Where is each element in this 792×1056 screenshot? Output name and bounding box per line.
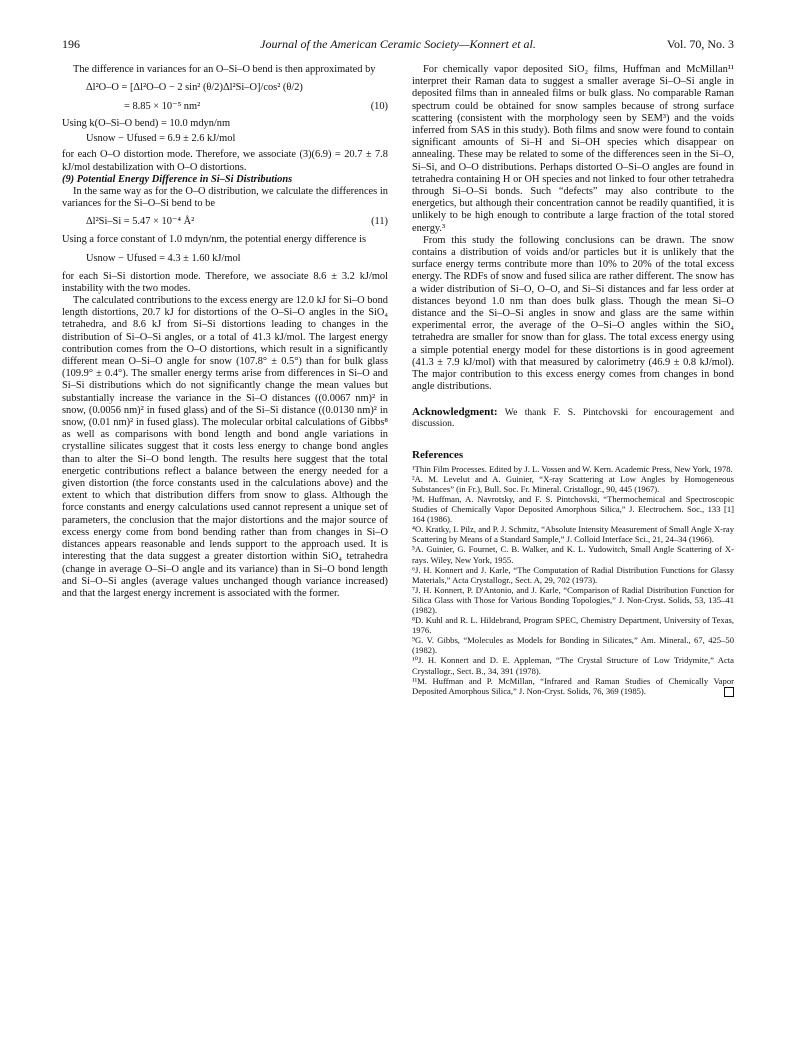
equation-number: (10) — [370, 101, 388, 113]
acknowledgment-heading: Acknowledgment: — [412, 406, 498, 419]
acknowledgment-text: We thank F. S. Pintchovski for encouragement and discussion. — [412, 407, 734, 430]
paragraph: For chemically vapor deposited SiO₂ films, Huffman and McMillan¹¹ interpret their Raman data to suggest a smaller average Si–O–Si angle in deposited films than in annealed films or bulk glass. No comparable Raman spectrum could be obtained for snow samples because of strong surface scattering (consistent with the morphology seen by SEM³) and the voids inferred from SAS in this study). Both films and snow were found to contain significant amounts of Si–H and Si–OH species which disappear on annealing. These may be related to some of the differences seen in the Si–O, Si–Si, and O–O distributions. Perhaps distorted O–Si–O angles are found in tetrahedra containing H or OH species and not linked to four other tetrahedra through Si–O–Si bonds. Such “defects” may also contribute to the energetics, but although their concentration cannot be readily quantified, it is unlikely to be high enough to contribute a large fraction of the total stored energy.³ — [412, 64, 734, 234]
paragraph: for each O–O distortion mode. Therefore, we associate (3)(6.9) = 20.7 ± 7.8 kJ/mol destabilization with O–O distortions. — [62, 149, 388, 173]
reference-item: ¹⁰J. H. Konnert and D. E. Appleman, “The Crystal Structure of Low Tridymite,” Acta Crystallogr., Sect. B., 34, 391 (1978). — [412, 655, 734, 676]
references-heading: References — [412, 449, 464, 462]
journal-title: Journal of the American Ceramic Society—Konnert et al. — [260, 37, 536, 51]
section-heading: (9) Potential Energy Difference in Si–Si Distributions — [62, 173, 293, 185]
right-column — [412, 64, 734, 697]
paragraph: The calculated contributions to the excess energy are 12.0 kJ for Si–O bond length distortions, 20.7 kJ for distortions of the O–Si–O angles in the SiO₄ tetrahedra, and 8.6 kJ from Si–Si distortions leading to changes in the distribution of Si–O–Si angles, or a total of 41.3 kJ/mol. The largest energy contribution comes from the O–O distortions, which result in a significantly different mean O–Si–O angle for snow (107.8° ± 0.5°) than for bulk glass (109.9° ± 0.4°). The smaller energy terms arise from differences in Si–O and Si–Si distributions which do not significantly change the mean values but substantially increase the variance in the Si–O distances ((0.0067 nm)² in snow, (0.0056 nm)² in fused glass) and of the Si–Si distance ((0.0130 nm)² in snow, (0.01 nm)² in fused glass). The molecular orbital calculations of Gibbs⁸ as well as comparisons with bond length and bond angle variations in crystalline silicates suggest that it costs less energy to change bond angles than to alter the Si–O bond length. The results here suggest that the total energetic contributions reflect a balance between the energy needed for a given distortion (the force constants used in the calculations above) and the extent to which that distribution differs from snow to glass. Although the force constants and energy calculations used cannot represent a unique set of parameters, the conclusion that the major distortions and the major source of excess energy come from bond bending rather than from changes in Si–O distances appears reasonable and lends support to the approach used. It is interesting that the data suggest a greater distortion within SiO₄ tetrahedra (change in average O–Si–O angle and its variance) than in Si–O bond length and Si–O–Si angles (average values unchanged though variance increased) and that the largest energy increment is associated with the former. — [62, 295, 388, 599]
reference-item: ⁶J. H. Konnert and J. Karle, “The Computation of Radial Distribution Functions for Glassy Materials,” Acta Crystallogr., Sect. A, 29, 702 (1973). — [412, 564, 734, 585]
reference-item: ¹¹M. Huffman and P. McMillan, “Infrared and Raman Studies of Chemically Vapor Deposited Amorphous Silica,” J. Non-Cryst. Solids, 76, 369 (1985). — [412, 675, 734, 696]
reference-item: ²A. M. Levelut and A. Guinier, “X-ray Scattering at Low Angles by Homogeneous Substances” (in Fr.), Bull. Soc. Fr. Mineral. Cristallogr., 90, 445 (1967). — [412, 473, 734, 494]
reference-item: ⁴O. Kratky, I. Pilz, and P. J. Schmitz, “Absolute Intensity Measurement of Small Angle X-ray Scattering by Means of a Standard Sample,” J. Colloid Interface Sci., 21, 24–34 (1966). — [412, 524, 734, 545]
paragraph: In the same way as for the O–O distribution, we calculate the differences in variances for the Si–O–Si bend to be — [62, 186, 388, 210]
paragraph: Using a force constant of 1.0 mdyn/nm, the potential energy difference is — [62, 234, 367, 246]
reference-item: ⁹G. V. Gibbs, “Molecules as Models for Bonding in Silicates,” Am. Mineral., 67, 425–50 (1982). — [412, 635, 734, 656]
paragraph: Using k(O–Si–O bend) = 10.0 mdyn/nm — [62, 118, 231, 130]
reference-item: ⁷J. H. Konnert, P. D'Antonio, and J. Karle, “Comparison of Radial Distribution Function for Silica Glass with Those for Various Bonding Topologies,” J. Non-Cryst. Solids, 53, 135–41 (1982). — [412, 584, 734, 615]
end-of-article-icon — [724, 687, 734, 697]
running-header — [62, 37, 734, 53]
equation-11: Δl²Si–Si = 5.47 × 10⁻⁴ Å² (11) — [62, 213, 388, 232]
paragraph: From this study the following conclusions can be drawn. The snow contains a distribution of voids and/or particles but it is unlikely that the surface energy terms contribute more than 10% to 20% of the total excess energy. The RDFs of snow and fused silica are rather different. The snow has a wider distribution of Si–O, O–O, and Si–Si distances and far less order at distances beyond 1.0 nm than does bulk glass. Though the mean Si–O distance and the Si–O–Si angles in snow and glass are the same within experimental error, the average of the O–Si–O angles within the SiO₄ tetrahedra are smaller for snow than for glass. The total excess energy using a simple potential energy model for these distortions is in good agreement (41.3 ± 7.9 kJ/mol) with that measured by calorimetry (46.9 ± 0.8 kJ/mol). The major contribution to this excess energy comes from changes in bond angle distributions. — [412, 234, 734, 393]
page-number: 196 — [62, 37, 80, 51]
paragraph: The difference in variances for an O–Si–O bend is then approximated by — [73, 64, 376, 75]
equation-number: (11) — [371, 216, 388, 228]
references-list — [412, 464, 734, 696]
equation-10-line-1: Δl²O–O = [Δl²O–O − 2 sin² (θ/2)Δl²Si–O]/cos² (θ/2) — [86, 82, 303, 94]
equation-energy-sisi: Usnow − Ufused = 4.3 ± 1.60 kJ/mol — [86, 252, 241, 264]
equation-10-line-2: = 8.85 × 10⁻⁵ nm² (10) — [62, 98, 388, 117]
paragraph: for each Si–Si distortion mode. Therefore, we associate 8.6 ± 3.2 kJ/mol instability with the two modes. — [62, 270, 388, 294]
reference-item: ³M. Huffman, A. Navrotsky, and F. S. Pintchovski, “Thermochemical and Spectroscopic Studies of Chemically Vapor Deposited Amorphous Silica,” J. Electrochem. Soc., 133 [1] 164 (1986). — [412, 493, 734, 525]
equation-energy-oo: Usnow − Ufused = 6.9 ± 2.6 kJ/mol — [86, 133, 236, 145]
reference-item: ⁸D. Kuhl and R. L. Hildebrand, Program SPEC, Chemistry Department, University of Texas, 1976. — [412, 615, 734, 636]
volume-info: Vol. 70, No. 3 — [666, 37, 734, 51]
reference-item: ¹Thin Film Processes. Edited by J. L. Vossen and W. Kern. Academic Press, New York, 1978. — [412, 463, 733, 474]
acknowledgment — [412, 407, 734, 429]
reference-item: ⁵A. Guinier, G. Fournet, C. B. Walker, and K. L. Yudowitch, Small Angle Scattering of X-rays. Wiley, New York, 1955. — [412, 544, 734, 565]
left-column — [62, 64, 388, 600]
